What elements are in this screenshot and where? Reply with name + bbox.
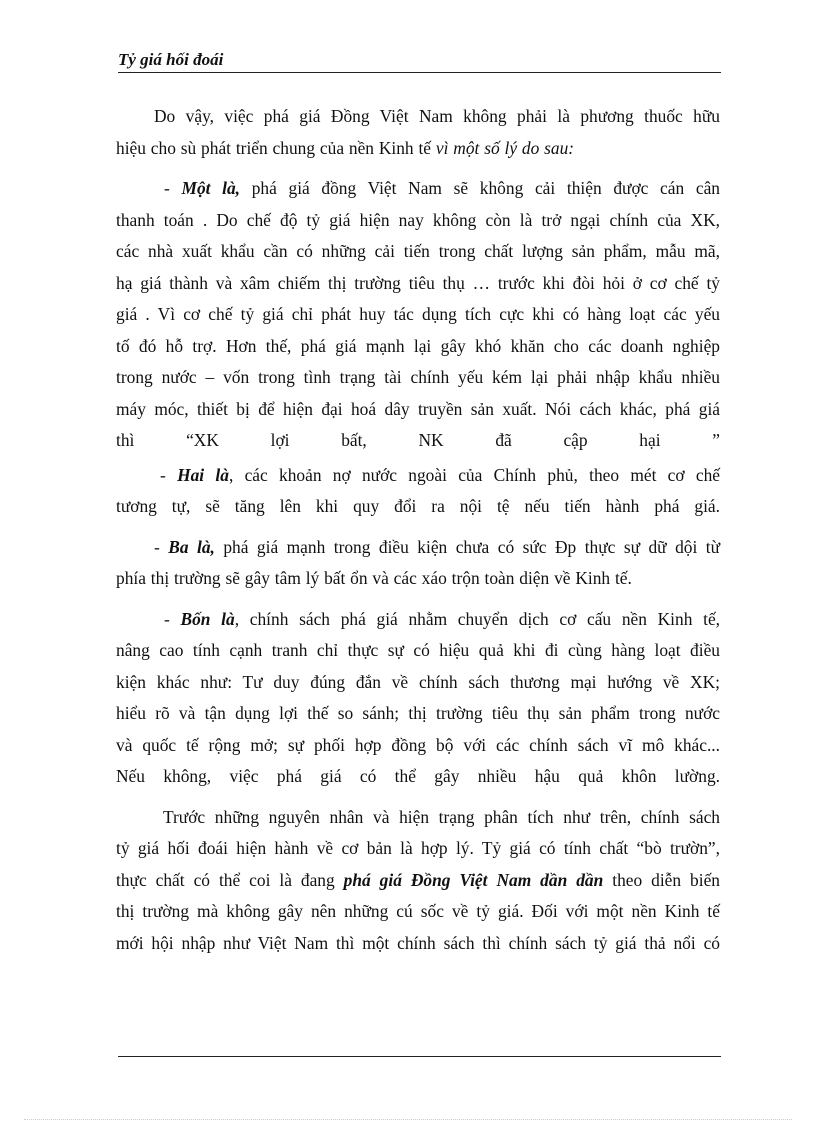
running-header xyxy=(118,50,721,73)
text-line: nâng cao tính cạnh tranh chỉ thực sự có hiệu quả khi đi cùng hàng loạt điều xyxy=(116,640,720,660)
list-dash: - xyxy=(164,608,181,629)
footer-rule xyxy=(118,1056,721,1057)
text-line xyxy=(116,532,720,564)
text-line: phía thị trường sẽ gây tâm lý bất ổn và các xáo trộn toàn diện về Kinh tế. xyxy=(116,568,632,588)
text-run: , chính sách phá giá nhằm chuyển dịch cơ cấu nền Kinh tế, xyxy=(234,608,721,629)
text-line xyxy=(116,133,720,165)
paragraph-reason-one xyxy=(116,173,720,457)
text-run: , các khoản nợ nước ngoài của Chính phủ, theo mét cơ chế xyxy=(228,464,721,485)
text-line xyxy=(116,173,720,205)
list-dash: - xyxy=(164,178,182,198)
reason-label: Hai là xyxy=(177,464,229,485)
word: hại xyxy=(639,430,661,450)
page-edge-divider xyxy=(24,1119,792,1120)
text-line: hiểu rõ và tận dụng lợi thế so sánh; thị trường tiêu thụ sản phẩm trong nước xyxy=(116,703,720,723)
text-line: Nếu không, việc phá giá có thể gây nhiều hậu quả khôn lường. xyxy=(116,766,720,786)
word: thì xyxy=(116,430,135,450)
text-run-italic: vì một số lý do sau: xyxy=(435,137,575,158)
text-line: tố đó hỗ trợ. Hơn thế, phá giá mạnh lại gây khó khăn cho các doanh nghiệp xyxy=(116,335,720,356)
text-line-spread xyxy=(116,425,720,457)
reason-label: Một là, xyxy=(181,178,241,198)
paragraph-conclusion xyxy=(116,802,720,960)
text-line: thị trường mà không gây nên những cú sốc về tỷ giá. Đối với một nền Kinh tế xyxy=(116,901,720,921)
paragraph-reason-two xyxy=(116,460,720,523)
header-title: Tỷ giá hối đoái xyxy=(118,50,224,69)
list-dash: - xyxy=(160,464,178,485)
word: cập xyxy=(563,430,588,450)
paragraph-reason-four xyxy=(116,604,720,793)
text-run: hiệu cho sù phát triển chung của nền Kinh tế xyxy=(116,137,436,158)
text-line xyxy=(116,865,720,897)
word: lợi xyxy=(270,430,290,450)
text-run: phá giá mạnh trong điều kiện chưa có sức Ðp thực sự dữ dội từ xyxy=(214,536,721,557)
body-text xyxy=(116,101,720,968)
text-line: tương tự, sẽ tăng lên khi quy đổi ra nội tệ nếu tiến hành phá giá. xyxy=(116,496,720,516)
paragraph-reason-three xyxy=(116,532,720,595)
paragraph-intro xyxy=(116,101,720,164)
text-line: trong nước – vốn trong tình trạng tài chính yếu kém lại phải nhập khẩu nhiều xyxy=(116,367,720,387)
text-line: hạ giá thành và xâm chiếm thị trường tiêu thụ … trước khi đòi hỏi ở cơ chế tỷ xyxy=(116,272,720,293)
text-run: thực chất có thể coi là đang xyxy=(116,869,344,890)
reason-label: Ba là, xyxy=(168,536,215,557)
text-line: Trước những nguyên nhân và hiện trạng phân tích như trên, chính sách xyxy=(163,806,720,827)
text-line: kiện khác như: Tư duy đúng đắn về chính sách thương mại hướng về XK; xyxy=(116,671,720,692)
list-dash: - xyxy=(154,536,169,557)
text-line xyxy=(116,460,720,492)
text-line: tỷ giá hối đoái hiện hành về cơ bản là hợp lý. Tỷ giá có tính chất “bò trườn”, xyxy=(116,838,720,858)
text-line: Do vậy, việc phá giá Đồng Việt Nam không phải là phương thuốc hữu xyxy=(154,106,720,126)
word: “XK xyxy=(186,430,219,450)
text-line: thanh toán . Do chế độ tỷ giá hiện nay không còn là trở ngại chính của XK, xyxy=(116,209,720,230)
text-line: các nhà xuất khẩu cần có những cải tiến trong chất lượng sản phẩm, mẫu mã, xyxy=(116,241,720,261)
word: đã xyxy=(495,430,512,450)
text-line xyxy=(116,604,720,636)
text-line: giá . Vì cơ chế tỷ giá chỉ phát huy tác dụng tích cực khi có hàng loạt các yếu xyxy=(116,304,720,324)
emphasis-phrase: phá giá Đồng Việt Nam dần dần xyxy=(343,869,604,890)
reason-label: Bốn là xyxy=(180,608,235,629)
word: ” xyxy=(712,430,720,450)
text-line: mới hội nhập như Việt Nam thì một chính sách thì chính sách tỷ giá thả nổi có xyxy=(116,932,720,953)
word: NK xyxy=(418,430,444,450)
text-run: theo diễn biến xyxy=(603,869,720,890)
text-line: máy móc, thiết bị để hiện đại hoá dây truyền sản xuất. Nói cách khác, phá giá xyxy=(116,398,720,419)
text-run: phá giá đồng Việt Nam sẽ không cải thiện được cán cân xyxy=(240,178,720,198)
text-line: và quốc tế rộng mở; sự phối hợp đồng bộ với các chính sách vĩ mô khác... xyxy=(116,734,720,755)
word: bất, xyxy=(341,430,367,450)
